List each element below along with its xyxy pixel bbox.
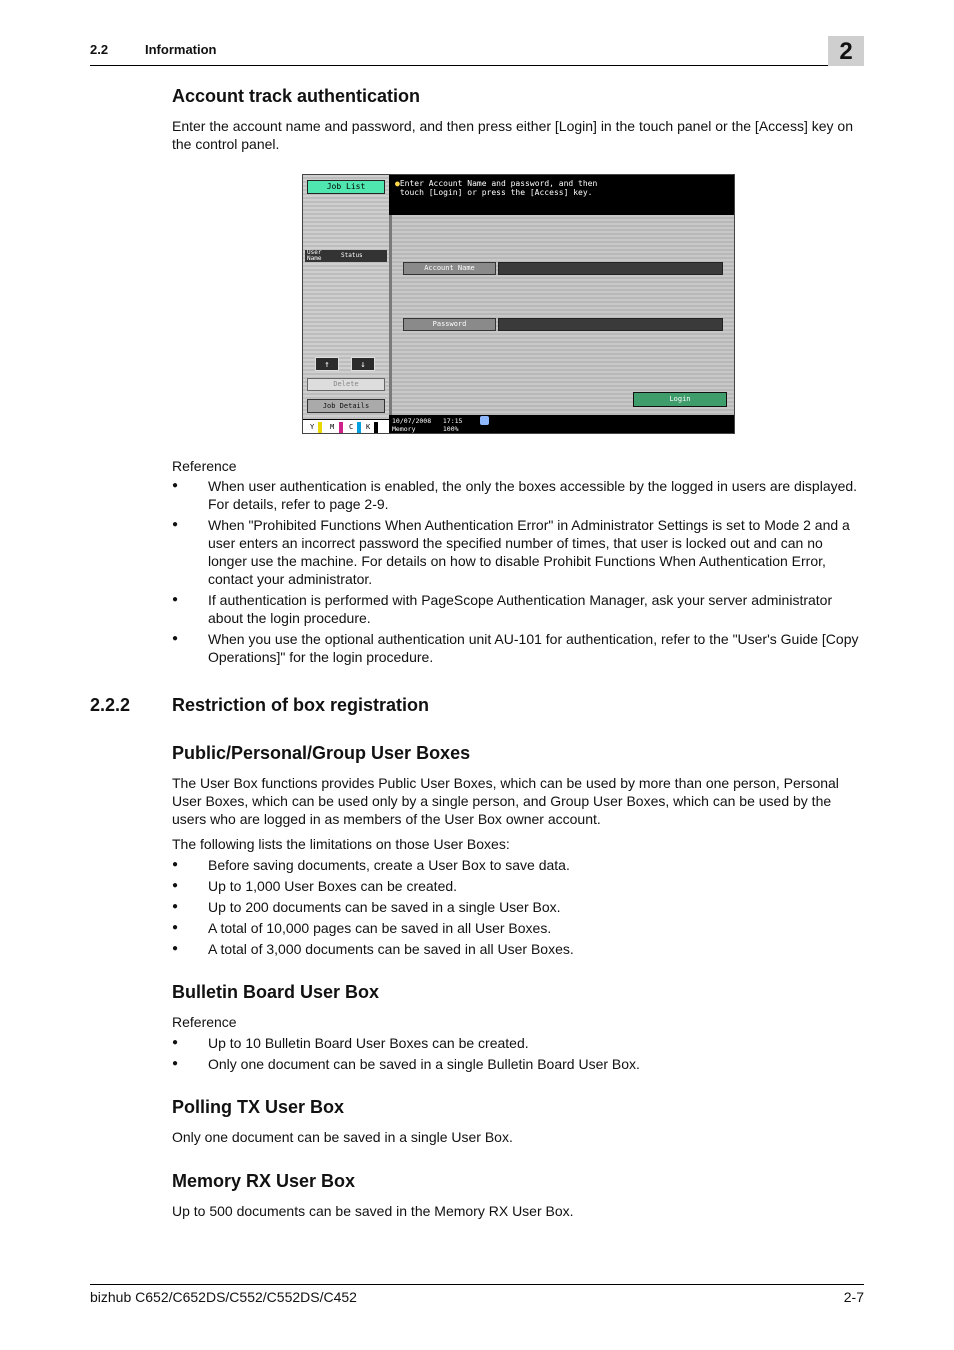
header-section-number: 2.2: [90, 42, 109, 57]
screen-info-icon: ●: [395, 179, 400, 188]
login-button[interactable]: Login: [633, 392, 727, 407]
toner-m-label: M: [330, 423, 335, 431]
job-details-button[interactable]: Job Details: [307, 399, 385, 413]
list-item: ● A total of 3,000 documents can be saved in all User Boxes.: [172, 940, 864, 958]
account-track-heading: Account track authentication: [172, 86, 421, 106]
bulletin-heading: Bulletin Board User Box: [172, 982, 380, 1002]
list-item: ● When you use the optional authentication unit AU-101 for authentication, refer to the "User's Guide [Copy Operations]" for the login procedure.: [172, 630, 864, 666]
col-status: Status: [341, 252, 363, 259]
toner-y-label: Y: [310, 423, 315, 431]
bulletin-list: [172, 1034, 864, 1076]
password-field[interactable]: [498, 318, 723, 331]
toner-c-label: C: [349, 423, 354, 431]
col-user-name: User Name: [307, 249, 322, 262]
bulletin-reference-label: Reference: [172, 1014, 237, 1030]
list-item: ● Only one document can be saved in a single Bulletin Board User Box.: [172, 1055, 864, 1073]
memory-text: Up to 500 documents can be saved in the Memory RX User Box.: [172, 1203, 574, 1219]
screen-right-panel: [389, 215, 735, 415]
job-list-button[interactable]: Job List: [307, 180, 385, 194]
public-boxes-list: [172, 856, 864, 961]
memory-status-icon: [480, 416, 489, 425]
section-number: 2.2.2: [90, 695, 131, 715]
delete-button[interactable]: Delete: [307, 378, 385, 391]
list-item: ● Up to 1,000 User Boxes can be created.: [172, 877, 864, 895]
section-heading: [90, 695, 429, 716]
public-boxes-para1: The User Box functions provides Public User Boxes, which can be used by more than one person, Personal User Boxes, which can be used only by a single person, and Group User Boxes, which can be used by the users who are logged in as members of the User Box owner account.: [172, 775, 839, 827]
scroll-down-button[interactable]: ↓: [351, 357, 375, 371]
password-button[interactable]: Password: [403, 318, 496, 331]
footer-model: bizhub C652/C652DS/C552/C552DS/C452: [90, 1289, 357, 1305]
job-list-column-header: [305, 250, 387, 262]
account-name-button[interactable]: Account Name: [403, 262, 496, 275]
toner-c-bar: [357, 422, 361, 433]
polling-text: Only one document can be saved in a single User Box.: [172, 1129, 513, 1145]
reference-label: Reference: [172, 458, 237, 474]
chapter-number-badge: 2: [828, 36, 864, 66]
list-item: ● When "Prohibited Functions When Authentication Error" in Administrator Settings is set to Mode 2 and a user enters an incorrect password the specified number of times, that user is locked out and can no longer use the machine. For details on how to disable Prohibit Functions When Authentication Error, contact your administrator.: [172, 516, 864, 588]
account-track-intro: Enter the account name and password, and then press either [Login] in the touch panel or the [Access] key on the control panel.: [172, 118, 853, 152]
toner-y-bar: [318, 422, 322, 433]
toner-k-bar: [374, 422, 378, 433]
page-footer: [90, 1284, 864, 1308]
screen-status-bar: 10/07/2008 17:15 Memory 100%: [389, 415, 735, 434]
list-item: ● A total of 10,000 pages can be saved in all User Boxes.: [172, 919, 864, 937]
list-item: ● If authentication is performed with PageScope Authentication Manager, ask your server administrator about the login procedure.: [172, 591, 864, 627]
memory-heading: Memory RX User Box: [172, 1171, 356, 1191]
polling-heading: Polling TX User Box: [172, 1097, 345, 1117]
page-header: [90, 36, 864, 66]
toner-m-bar: [339, 422, 343, 433]
list-item: ● Before saving documents, create a User Box to save data.: [172, 856, 864, 874]
screen-message: [389, 175, 735, 215]
list-item: ● Up to 10 Bulletin Board User Boxes can be created.: [172, 1034, 864, 1052]
list-item: ● Up to 200 documents can be saved in a single User Box.: [172, 898, 864, 916]
list-item: ● When user authentication is enabled, the only the boxes accessible by the logged in users are displayed. For details, refer to page 2-9.: [172, 477, 864, 513]
toner-k-label: K: [366, 423, 371, 431]
public-boxes-para2: The following lists the limitations on those User Boxes:: [172, 836, 510, 852]
toner-levels: [303, 419, 389, 434]
header-section-title: Information: [145, 42, 217, 57]
account-name-field[interactable]: [498, 262, 723, 275]
screen-message-text: Enter Account Name and password, and then touch [Login] or press the [Access] key.: [399, 179, 598, 197]
scroll-up-button[interactable]: ↑: [315, 357, 339, 371]
public-boxes-heading: Public/Personal/Group User Boxes: [172, 743, 471, 763]
footer-page-number: 2-7: [843, 1289, 864, 1305]
login-screen-image: [302, 174, 735, 434]
reference-list: [172, 477, 864, 669]
section-title: Restriction of box registration: [172, 695, 430, 715]
